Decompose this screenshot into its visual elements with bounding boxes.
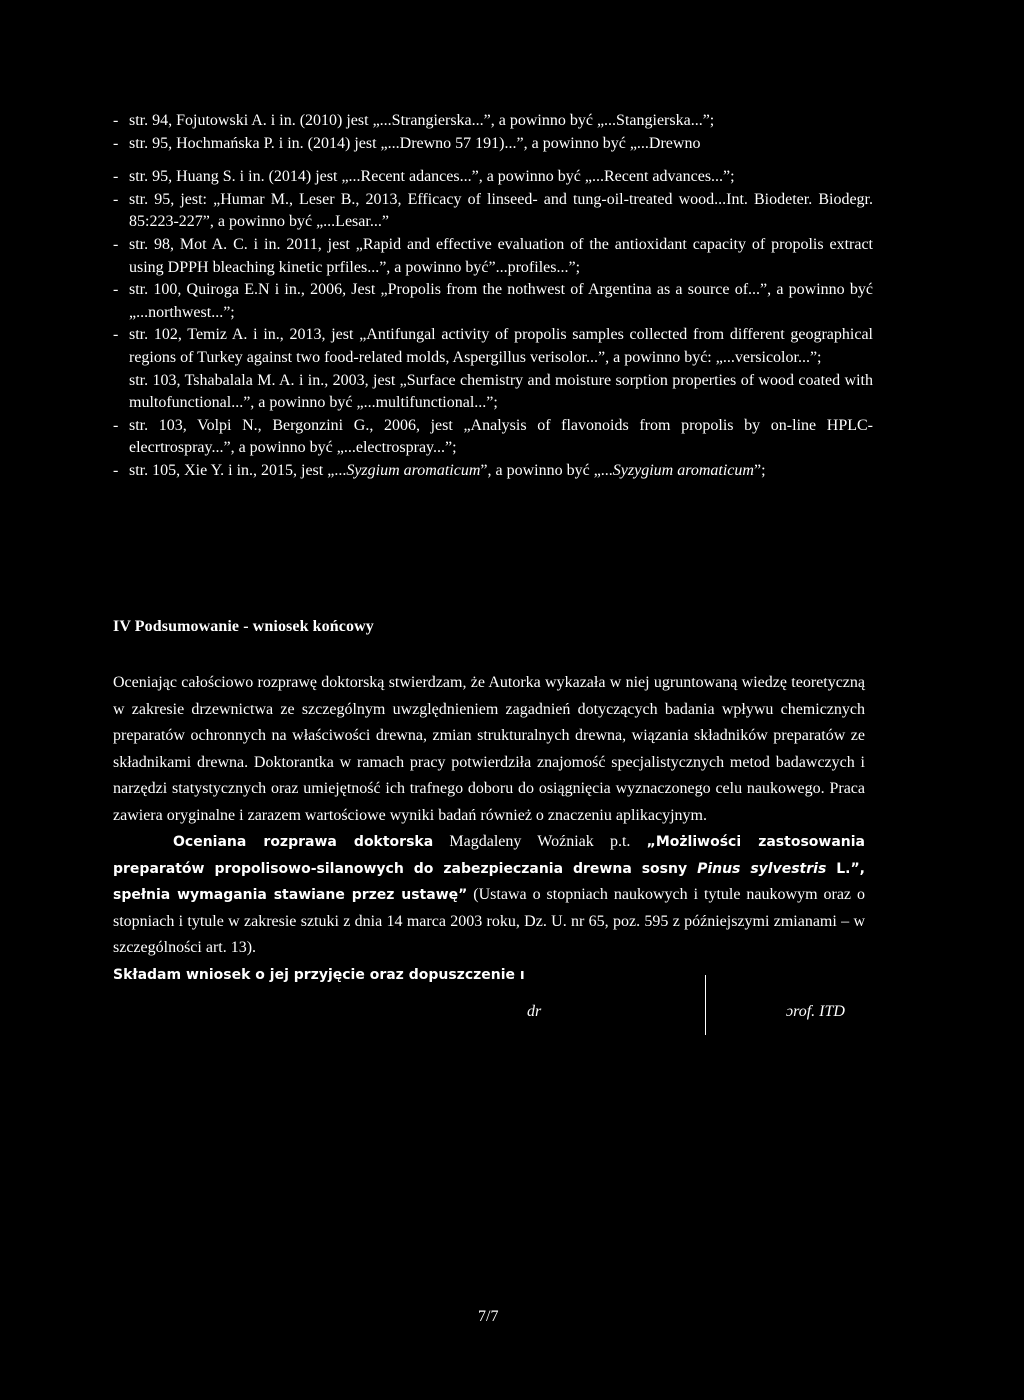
paragraph-text: Magdaleny Woźniak p.t. — [433, 833, 647, 850]
list-dash: - — [113, 190, 119, 208]
species-name: Pinus sylvestris — [697, 860, 827, 877]
errata-text: str. 103, Volpi N., Bergonzini G., 2006, jest „Analysis of flavonoids from propolis by on-line HPLC-elecrtrospray...”, a powinno być „...electrospray...”; — [129, 416, 873, 457]
errata-list — [113, 110, 873, 483]
list-dash — [113, 370, 129, 415]
signature-left: dr — [527, 1003, 542, 1020]
errata-item — [113, 189, 873, 234]
section-heading: IV Podsumowanie - wniosek końcowy — [113, 618, 374, 635]
list-dash: - — [113, 168, 119, 186]
errata-text — [129, 460, 873, 483]
conclusion-paragraph: Oceniając całościowo rozprawę doktorską stwierdzam, że Autorka wykazała w niej ugruntowaną wiedzę teoretyczną w zakresie drzewnictwa ze szczególnym uwzględnieniem zagadnień dotyczących badania wpływu chemicznych preparatów ochronnych na właściwości drewna, zmian strukturalnych drewna, wiązania składników preparatów ze składnikami drewna. Doktorantka w ramach pracy potwierdziła znajomość specjalistycznych metod badawczych i narzędzi statystycznych oraz umiejętność ich trafnego doboru do osiągnięcia wyznaczonego celu naukowego. Praca zawiera oryginalne i zarazem wartościowe wyniki badań również o znaczeniu aplikacyjnym. — [113, 674, 865, 824]
errata-item — [113, 370, 873, 415]
errata-text-part: ”; — [753, 461, 766, 479]
errata-text: str. 102, Temiz A. i in., 2013, jest „Antifungal activity of propolis samples collected from different geographical regions of Turkey against two food-related molds, Aspergillus verisolor...”, a powinno być: „...versicolor...”; — [129, 326, 873, 366]
errata-text: str. 103, Tshabalala M. A. i in., 2003, jest „Surface chemistry and moisture sorption properties of wood coated with multofunctional...”, a powinno być „...multifunctional...”; — [129, 371, 873, 412]
errata-text: str. 100, Quiroga E.N i in., 2006, Jest „Propolis from the nothwest of Argentina as a source of...”, a powinno być „...northwest...”; — [129, 281, 873, 321]
errata-text-part: ”, a powinno być „... — [480, 461, 613, 479]
list-dash: - — [113, 134, 119, 152]
signature-divider — [705, 975, 706, 1035]
errata-item — [113, 324, 873, 369]
errata-item — [113, 133, 873, 156]
list-dash: - — [113, 461, 119, 479]
list-dash: - — [113, 112, 119, 129]
species-name: Syzygium aromaticum — [612, 461, 754, 479]
errata-text: str. 95, Huang S. i in. (2014) jest „...Recent adances...”, a powinno być „...Recent advances...”; — [129, 168, 735, 186]
errata-text: str. 95, Hochmańska P. i in. (2014) jest „...Drewno 57 191)...”, a powinno być „...Drewno — [129, 134, 701, 152]
errata-item — [113, 460, 873, 483]
errata-item — [113, 279, 873, 324]
species-name: Syzgium aromaticum — [346, 461, 481, 479]
errata-text: str. 94, Fojutowski A. i in. (2010) jest „...Strangierska...”, a powinno być „...Stangierska...”; — [129, 112, 715, 129]
errata-item — [113, 415, 873, 460]
bold-text: Oceniana rozprawa doktorska — [173, 834, 434, 850]
signature-right: ɔrof. ITD — [786, 1003, 845, 1020]
errata-text: str. 95, jest: „Humar M., Leser B., 2013, Efficacy of linseed- and tung-oil-treated wood...Int. Biodeter. Biodegr. 85:223-227”, a powinno być „...Lesar...” — [129, 190, 873, 231]
spacer — [113, 155, 873, 166]
list-dash: - — [113, 235, 119, 253]
list-dash: - — [113, 281, 119, 299]
paragraph-text: (Ustawa o stopniach naukowych i tytule naukowym oraz o stopniach i tytule w zakresie sztuki z dnia 14 marca 2003 roku, Dz. U. nr 65, poz. 595 z późniejszymi zmianami – w szczególności art. 13). — [113, 886, 865, 956]
final-request: Składam wniosek o jej przyjęcie oraz dopuszczenie ı — [113, 966, 525, 983]
errata-item — [113, 234, 873, 279]
dissertation-title: „Możliwości zastosowania preparatów propolisowo-silanowych do zabezpieczania drewna sosny — [113, 834, 865, 877]
list-dash: - — [113, 416, 119, 434]
errata-text-part: str. 105, Xie Y. i in., 2015, jest „... — [129, 461, 347, 479]
verdict-paragraph — [113, 829, 865, 962]
errata-item — [113, 110, 873, 133]
list-dash: - — [113, 326, 119, 344]
errata-item — [113, 166, 873, 189]
errata-text: str. 98, Mot A. C. i in. 2011, jest „Rapid and effective evaluation of the antioxidant capacity of propolis extract using DPPH bleaching kinetic prfiles...”, a powinno być”...profiles...”; — [129, 235, 873, 276]
bold-text: L.”, spełnia wymagania stawiane przez ustawę” — [113, 860, 865, 903]
conclusion-section — [113, 670, 865, 988]
page-number: 7/7 — [478, 1308, 499, 1325]
